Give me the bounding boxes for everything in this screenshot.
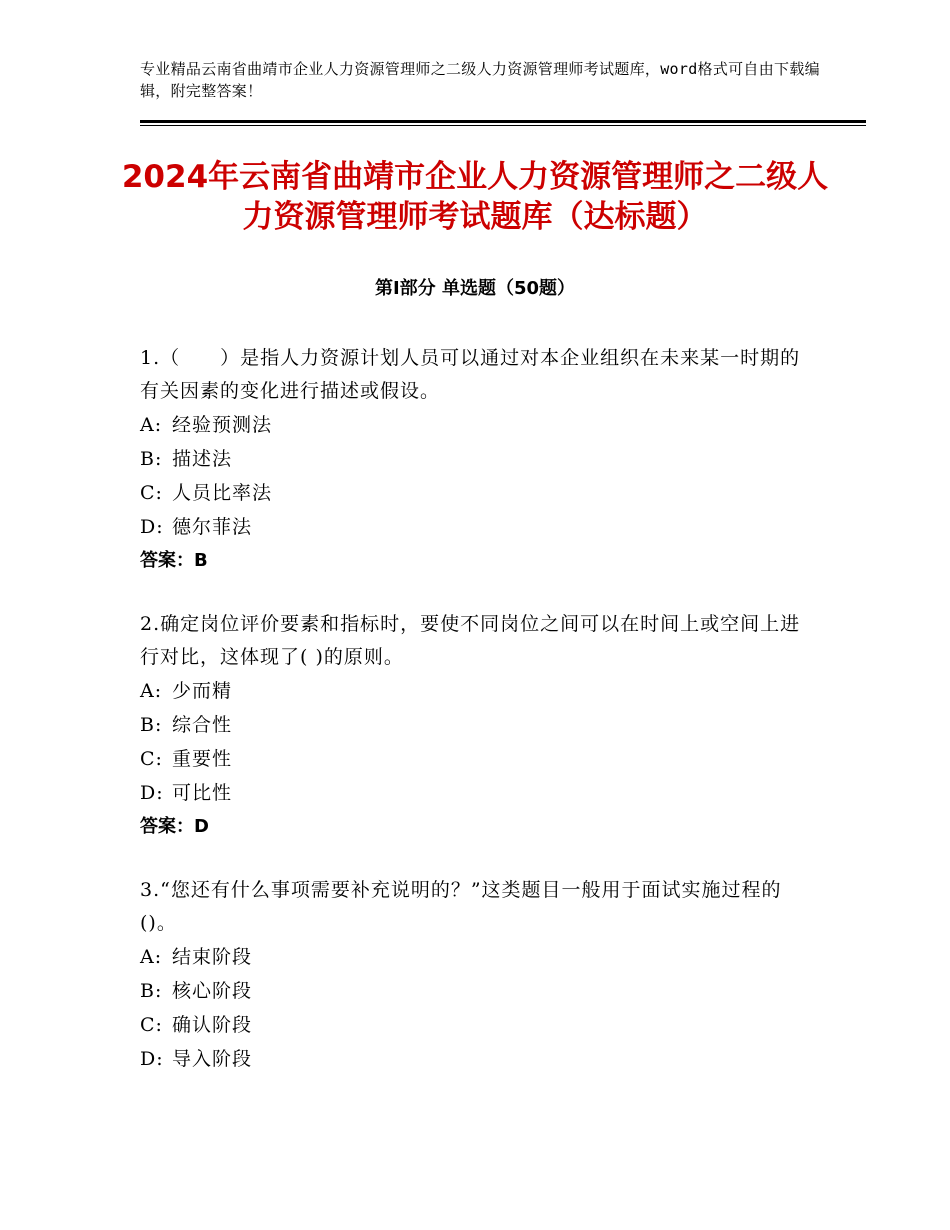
option-b: [140, 442, 810, 476]
option-d: [140, 776, 810, 810]
option-letter: D:: [140, 516, 164, 538]
option-c: [140, 742, 810, 776]
question-list: [140, 342, 810, 1076]
option-letter: B:: [140, 980, 163, 1002]
header-rule-thin: [140, 125, 866, 126]
answer-line: [140, 544, 810, 578]
option-b: [140, 974, 810, 1008]
answer-line: [140, 810, 810, 844]
document-title: 2024年云南省曲靖市企业人力资源管理师之二级人力资源管理师考试题库（达标题）: [121, 159, 829, 235]
option-a: [140, 940, 810, 974]
option-letter: A:: [140, 946, 163, 968]
question-stem: 3.“您还有什么事项需要补充说明的？”这类题目一般用于面试实施过程的()。: [140, 879, 782, 934]
header-note: 专业精品云南省曲靖市企业人力资源管理师之二级人力资源管理师考试题库，word格式可自由下载编辑，附完整答案！: [140, 60, 820, 100]
header-rule-thick: [140, 120, 866, 123]
option-text: 确认阶段: [172, 1014, 253, 1036]
option-text: 少而精: [172, 680, 233, 702]
option-text: 综合性: [172, 714, 233, 736]
question-stem: 2.确定岗位评价要素和指标时，要使不同岗位之间可以在时间上或空间上进行对比，这体现了( )的原则。: [140, 613, 801, 668]
answer-label: 答案：: [140, 550, 194, 571]
option-c: [140, 1008, 810, 1042]
option-text: 重要性: [172, 748, 233, 770]
option-b: [140, 708, 810, 742]
option-text: 人员比率法: [172, 482, 273, 504]
option-a: [140, 408, 810, 442]
question-1: [140, 342, 810, 578]
option-letter: D:: [140, 1048, 164, 1070]
question-stem: 1.（ ）是指人力资源计划人员可以通过对本企业组织在未来某一时期的有关因素的变化进行描述或假设。: [140, 347, 801, 402]
option-letter: C:: [140, 1014, 163, 1036]
section-title: 第Ⅰ部分 单选题（50题）: [374, 278, 575, 299]
option-letter: A:: [140, 414, 163, 436]
option-text: 核心阶段: [172, 980, 253, 1002]
option-a: [140, 674, 810, 708]
question-2: [140, 608, 810, 844]
option-letter: C:: [140, 482, 163, 504]
option-text: 描述法: [172, 448, 233, 470]
option-text: 结束阶段: [172, 946, 253, 968]
option-text: 可比性: [172, 782, 233, 804]
option-letter: B:: [140, 714, 163, 736]
option-text: 德尔菲法: [172, 516, 253, 538]
option-text: 导入阶段: [172, 1048, 253, 1070]
option-text: 经验预测法: [172, 414, 273, 436]
answer-value: D: [194, 816, 209, 837]
option-c: [140, 476, 810, 510]
option-letter: D:: [140, 782, 164, 804]
option-d: [140, 510, 810, 544]
option-letter: B:: [140, 448, 163, 470]
option-letter: A:: [140, 680, 163, 702]
option-d: [140, 1042, 810, 1076]
option-letter: C:: [140, 748, 163, 770]
question-3: [140, 874, 810, 1076]
answer-label: 答案：: [140, 816, 194, 837]
answer-value: B: [194, 550, 208, 571]
